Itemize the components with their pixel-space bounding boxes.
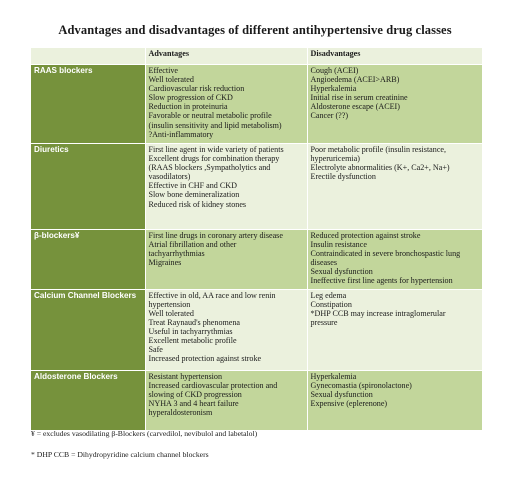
advantage-item: Slow bone demineralization [148, 190, 240, 200]
advantages-cell [145, 289, 307, 370]
advantages-cell [145, 230, 307, 290]
advantage-item: Effective [148, 66, 179, 75]
disadvantages-cell [307, 144, 482, 230]
disadvantage-item: Contraindicated in severe bronchospastic lung [310, 249, 461, 259]
disadvantage-item: Initial rise in serum creatinine [310, 93, 408, 103]
disadvantage-item: Cancer (??) [310, 111, 349, 121]
drug-class-name: RAAS blockers [31, 65, 145, 144]
disadvantage-item: *DHP CCB may increase intraglomerular [310, 308, 446, 318]
disadvantage-item: Insulin resistance [310, 240, 367, 250]
disadvantage-item: diseases [310, 258, 338, 268]
advantage-item: Excellent metabolic profile [148, 336, 237, 346]
advantage-item: Well tolerated [148, 75, 194, 85]
disadvantage-item: pressure [310, 317, 338, 327]
advantage-item: Safe [148, 345, 163, 355]
drug-class-name: Diuretics [31, 144, 145, 230]
disadvantage-item: Aldosterone escape (ACEI) [310, 102, 400, 112]
advantage-item: Increased cardiovascular protection and [148, 380, 278, 390]
disadvantage-item: hyperuricemia) [310, 154, 360, 164]
disadvantage-item: Sexual dysfunction [310, 389, 373, 399]
disadvantage-item: Gynecomastia (spironolactone) [310, 380, 412, 390]
advantage-item: hypertension [148, 299, 191, 309]
disadvantages-cell [307, 65, 482, 144]
advantage-item: Favorable or neutral metabolic profile [148, 111, 272, 121]
advantage-item: Slow progression of CKD [148, 93, 233, 103]
advantages-cell [145, 144, 307, 230]
advantage-item: hyperaldosteronism [148, 407, 213, 417]
disadvantage-item: Hyperkalemia [310, 371, 357, 381]
advantage-item: (RAAS blockers ,Sympatholytics and [148, 163, 271, 173]
drug-class-name: Calcium Channel Blockers [31, 289, 145, 370]
disadvantage-item: Sexual dysfunction [310, 267, 373, 277]
advantage-item: tachyarrhythmias [148, 249, 205, 259]
advantage-item: Effective in CHF and CKD [148, 181, 237, 191]
footnote-beta-blockers: ¥ = excludes vasodilating β-Blockers (carvedilol, nevibulol and labetalol) [31, 429, 258, 438]
advantage-item: Effective in old, AA race and low renin [148, 290, 276, 300]
table-row [31, 289, 482, 370]
table-row [31, 65, 482, 144]
advantage-item: First line drugs in coronary artery disease [148, 231, 283, 240]
advantage-item: Migraines [148, 258, 182, 268]
table-body [31, 65, 482, 431]
disadvantage-item: Constipation [310, 299, 352, 309]
advantage-item: Well tolerated [148, 308, 194, 318]
disadvantage-item: Cough (ACEI) [310, 66, 359, 75]
drug-class-name: Aldosterone Blockers [31, 370, 145, 430]
advantage-item: (insulin sensitivity and lipid metabolism) [148, 120, 282, 130]
advantage-item: vasodilators) [148, 172, 191, 182]
advantage-item: slowing of CKD progression [148, 389, 242, 399]
disadvantage-item: Poor metabolic profile (insulin resistance, [310, 145, 447, 154]
advantages-cell [145, 65, 307, 144]
advantage-item: ?Anti-inflammatory [148, 129, 214, 139]
disadvantages-cell [307, 230, 482, 290]
disadvantage-item: Hyperkalemia [310, 84, 357, 94]
disadvantage-item: Electrolyte abnormalities (K+, Ca2+, Na+) [310, 163, 450, 173]
header-advantages: Advantages [145, 48, 307, 65]
advantage-item: Treat Raynaud's phenomena [148, 317, 241, 327]
advantage-item: Reduced risk of kidney stones [148, 199, 247, 209]
advantages-cell [145, 370, 307, 430]
disadvantage-item: Angioedema (ACEI>ARB) [310, 75, 400, 85]
disadvantage-item: Leg edema [310, 290, 347, 300]
advantage-item: NYHA 3 and 4 heart failure [148, 398, 239, 408]
disadvantage-item: Reduced protection against stroke [310, 231, 421, 240]
advantage-item: Cardiovascular risk reduction [148, 84, 245, 94]
advantage-item: Resistant hypertension [148, 371, 223, 381]
disadvantages-cell [307, 370, 482, 430]
disadvantages-cell [307, 289, 482, 370]
table-row [31, 370, 482, 430]
advantage-item: First line agent in wide variety of patients [148, 145, 284, 154]
footnote-dhp-ccb: * DHP CCB = Dihydropyridine calcium channel blockers [31, 450, 209, 459]
advantage-item: Reduction in proteinuria [148, 102, 228, 112]
disadvantage-item: Expensive (eplerenone) [310, 398, 388, 408]
disadvantage-item: Erectile dysfunction [310, 172, 376, 182]
advantage-item: Useful in tachyarrythmias [148, 326, 233, 336]
advantage-item: Excellent drugs for combination therapy [148, 154, 280, 164]
advantage-item: Atrial fibrillation and other [148, 240, 237, 250]
table-row [31, 144, 482, 230]
table-row [31, 230, 482, 290]
header-row [31, 48, 482, 65]
header-disadvantages: Disadvantages [307, 48, 482, 65]
advantage-item: Increased protection against stroke [148, 354, 262, 364]
disadvantage-item: Ineffective first line agents for hypertension [310, 276, 453, 286]
drug-classes-table [31, 48, 483, 431]
drug-class-name: β-blockers¥ [31, 230, 145, 290]
table-title: Advantages and disadvantages of different antihypertensive drug classes [58, 23, 452, 37]
header-corner [31, 48, 145, 65]
